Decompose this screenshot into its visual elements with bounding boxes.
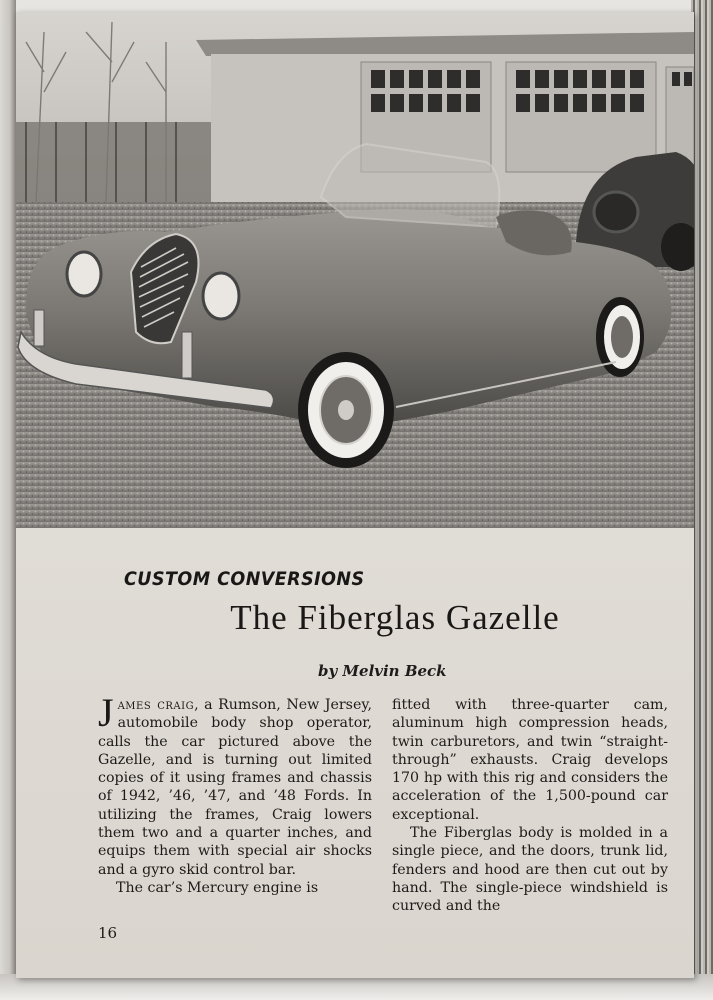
book-binding-edge [691, 0, 713, 1000]
text-column-right [392, 696, 668, 916]
magazine-page [16, 12, 694, 978]
article-byline: by Melvin Beck [318, 662, 447, 680]
drop-cap: J [98, 690, 114, 735]
paragraph [98, 690, 372, 879]
paragraph: The Fiberglas body is molded in a single piece, and the doors, trunk lid, fenders and hood are then cut out by hand. The single-piece windshield is curved and the [392, 825, 668, 915]
article-title: The Fiberglas Gazelle [230, 598, 560, 637]
text-column-left [98, 690, 372, 897]
section-label: CUSTOM CONVERSIONS [124, 568, 365, 590]
car-photograph [16, 12, 694, 528]
paragraph: The car’s Mercury engine is [116, 879, 319, 896]
paragraph-text: , a Rumson, New Jersey, automobile body shop operator, calls the car pictured above the Gazelle, and is turning out limited copies of it using frames and chassis of 1942, ’46, ’47, and ’48 Fords. In utilizing the frames, Craig lowers them two and a quarter inches, and equips them with special air shocks and a gyro skid control bar. [98, 697, 372, 878]
lead-in-smallcaps: ames craig [117, 697, 195, 713]
page-number: 16 [98, 924, 118, 942]
article-body [16, 528, 694, 978]
paragraph: fitted with three-quarter cam, aluminum high compression heads, twin carburetors, and twin “straight-through” exhausts. Craig develops 170 hp with this rig and considers the acceleration of the 1,500-pound car exceptional. [392, 697, 668, 823]
page-left-edge [0, 0, 16, 1000]
